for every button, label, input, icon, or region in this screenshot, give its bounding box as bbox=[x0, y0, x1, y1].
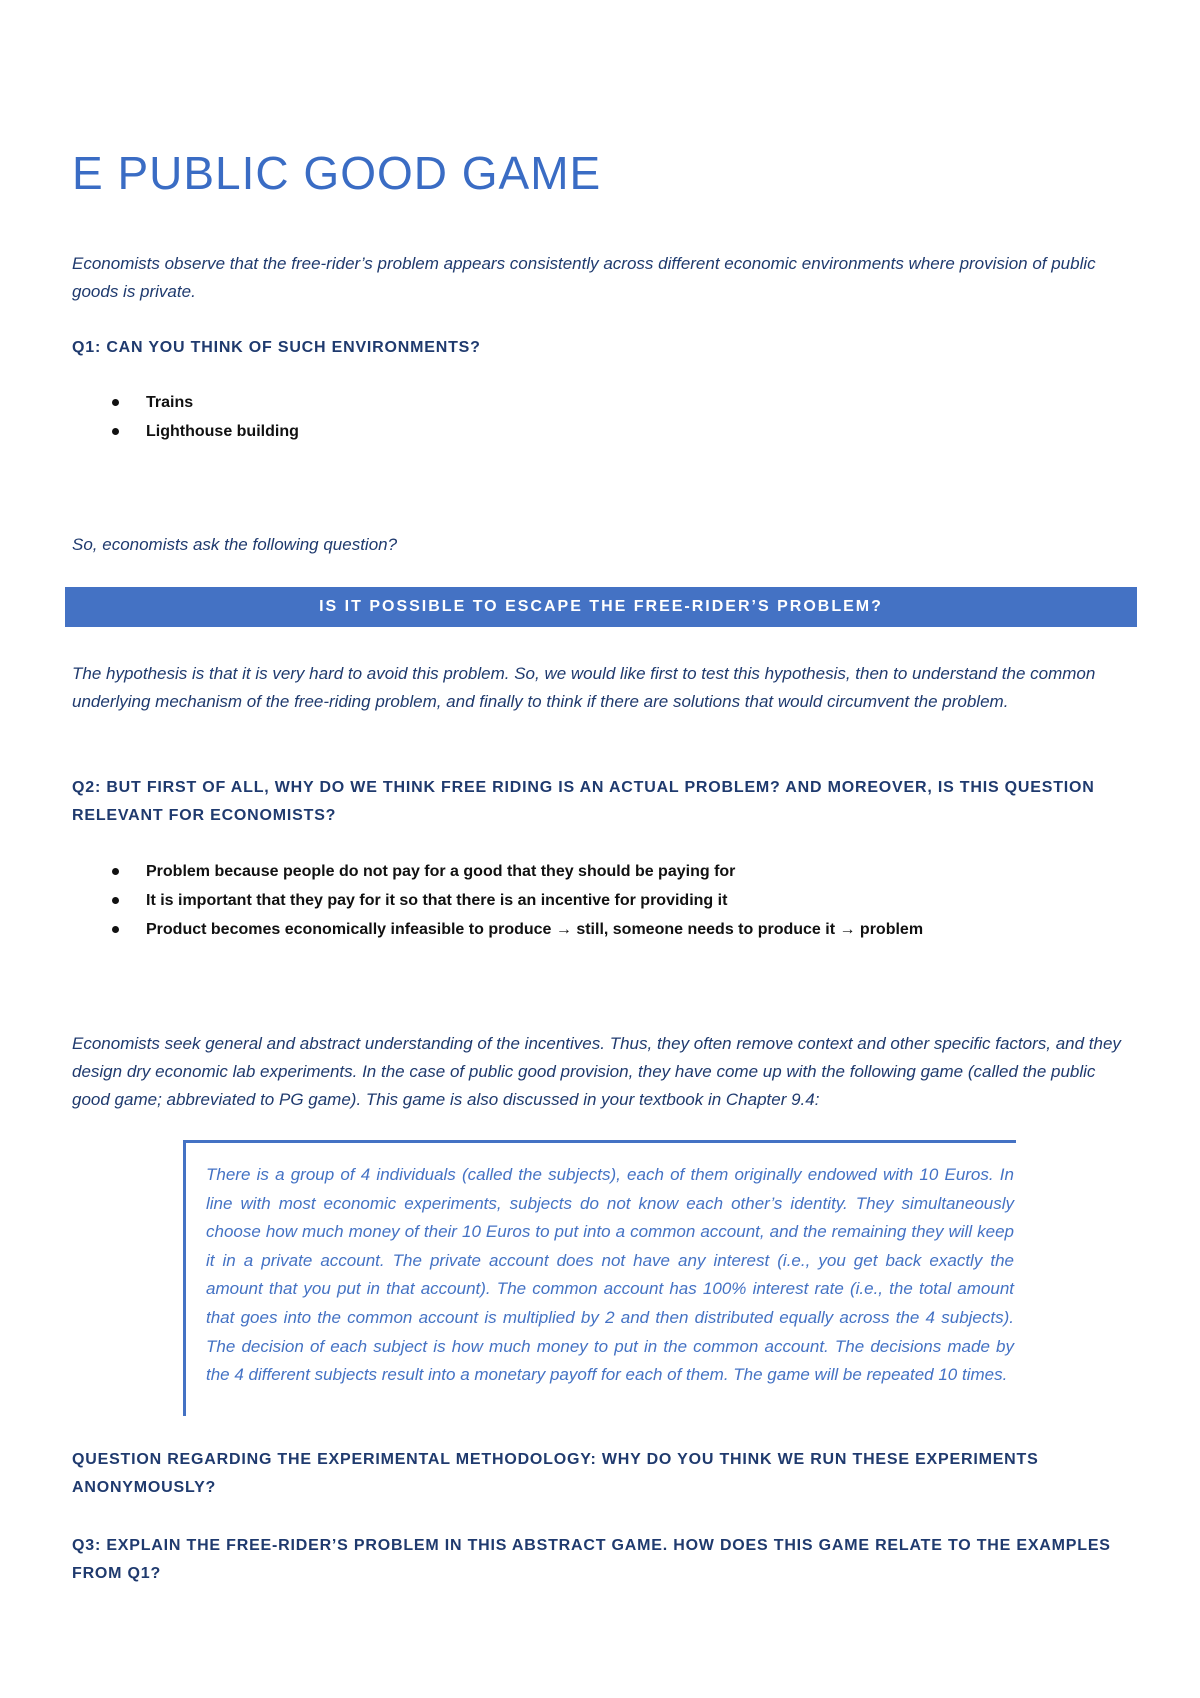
list-item bbox=[72, 388, 1132, 417]
banner-text: IS IT POSSIBLE TO ESCAPE THE FREE-RIDER’S PROBLEM? bbox=[319, 598, 883, 615]
q1-answer-list bbox=[72, 388, 1132, 446]
q1-answer-text: Trains bbox=[146, 394, 194, 411]
context-paragraph: Economists seek general and abstract understanding of the incentives. Thus, they often remove context and other specific factors, and they design dry economic lab experiments. In the case of public good provision, they have come up with the following game (called the public good game; abbreviated to PG game). This game is also discussed in your textbook in Chapter 9.4: bbox=[72, 1034, 1121, 1109]
q2-answer-text: It is important that they pay for it so that there is an incentive for providing it bbox=[146, 892, 728, 909]
q1-heading: Q1: CAN YOU THINK OF SUCH ENVIRONMENTS? bbox=[72, 339, 481, 356]
list-item bbox=[72, 915, 1132, 944]
bullet-icon bbox=[112, 428, 119, 435]
q2-answer-text: Product becomes economically infeasible to produce → still, someone needs to produce it → problem bbox=[146, 921, 924, 938]
hypothesis-paragraph: The hypothesis is that it is very hard to avoid this problem. So, we would like first to test this hypothesis, then to understand the common underlying mechanism of the free-riding problem, and finally to think if there are solutions that would circumvent the problem. bbox=[72, 664, 1096, 711]
bullet-icon bbox=[112, 868, 119, 875]
q2-answer-list bbox=[72, 857, 1132, 944]
list-item bbox=[72, 857, 1132, 886]
q2-answer-text: Problem because people do not pay for a good that they should be paying for bbox=[146, 863, 736, 880]
game-description-text: There is a group of 4 individuals (called the subjects), each of them originally endowed with 10 Euros. In line with most economic experiments, subjects do not know each other’s identity. They simultaneously choose how much money of their 10 Euros to put into a common account, and the remaining they will keep it in a private account. The private account does not have any interest (i.e., you get back exactly the amount that you put in that account). The common account has 100% interest rate (i.e., the total amount that goes into the common account is multiplied by 2 and then distributed equally across the 4 subjects). The decision of each subject is how much money to put in the common account. The decisions made by the 4 different subjects result into a monetary payoff for each of them. The game will be repeated 10 times. bbox=[206, 1165, 1014, 1385]
bullet-icon bbox=[112, 399, 119, 406]
game-description-box bbox=[183, 1140, 1016, 1416]
page-title: E PUBLIC GOOD GAME bbox=[72, 147, 602, 199]
question-banner bbox=[65, 587, 1137, 627]
intro-paragraph: Economists observe that the free-rider’s problem appears consistently across different economic environments where provision of public goods is private. bbox=[72, 254, 1096, 301]
bullet-icon bbox=[112, 926, 119, 933]
q2-heading: Q2: BUT FIRST OF ALL, WHY DO WE THINK FREE RIDING IS AN ACTUAL PROBLEM? AND MOREOVER, IS THIS QUESTION RELEVANT FOR ECONOMISTS? bbox=[72, 779, 1095, 824]
transition-paragraph: So, economists ask the following question? bbox=[72, 535, 398, 554]
q1-answer-text: Lighthouse building bbox=[146, 423, 299, 440]
methodology-question: QUESTION REGARDING THE EXPERIMENTAL METHODOLOGY: WHY DO YOU THINK WE RUN THESE EXPERIMENTS ANONYMOUSLY? bbox=[72, 1451, 1039, 1496]
list-item bbox=[72, 886, 1132, 915]
q3-heading: Q3: EXPLAIN THE FREE-RIDER’S PROBLEM IN THIS ABSTRACT GAME. HOW DOES THIS GAME RELATE TO THE EXAMPLES FROM Q1? bbox=[72, 1537, 1111, 1582]
bullet-icon bbox=[112, 897, 119, 904]
list-item bbox=[72, 417, 1132, 446]
